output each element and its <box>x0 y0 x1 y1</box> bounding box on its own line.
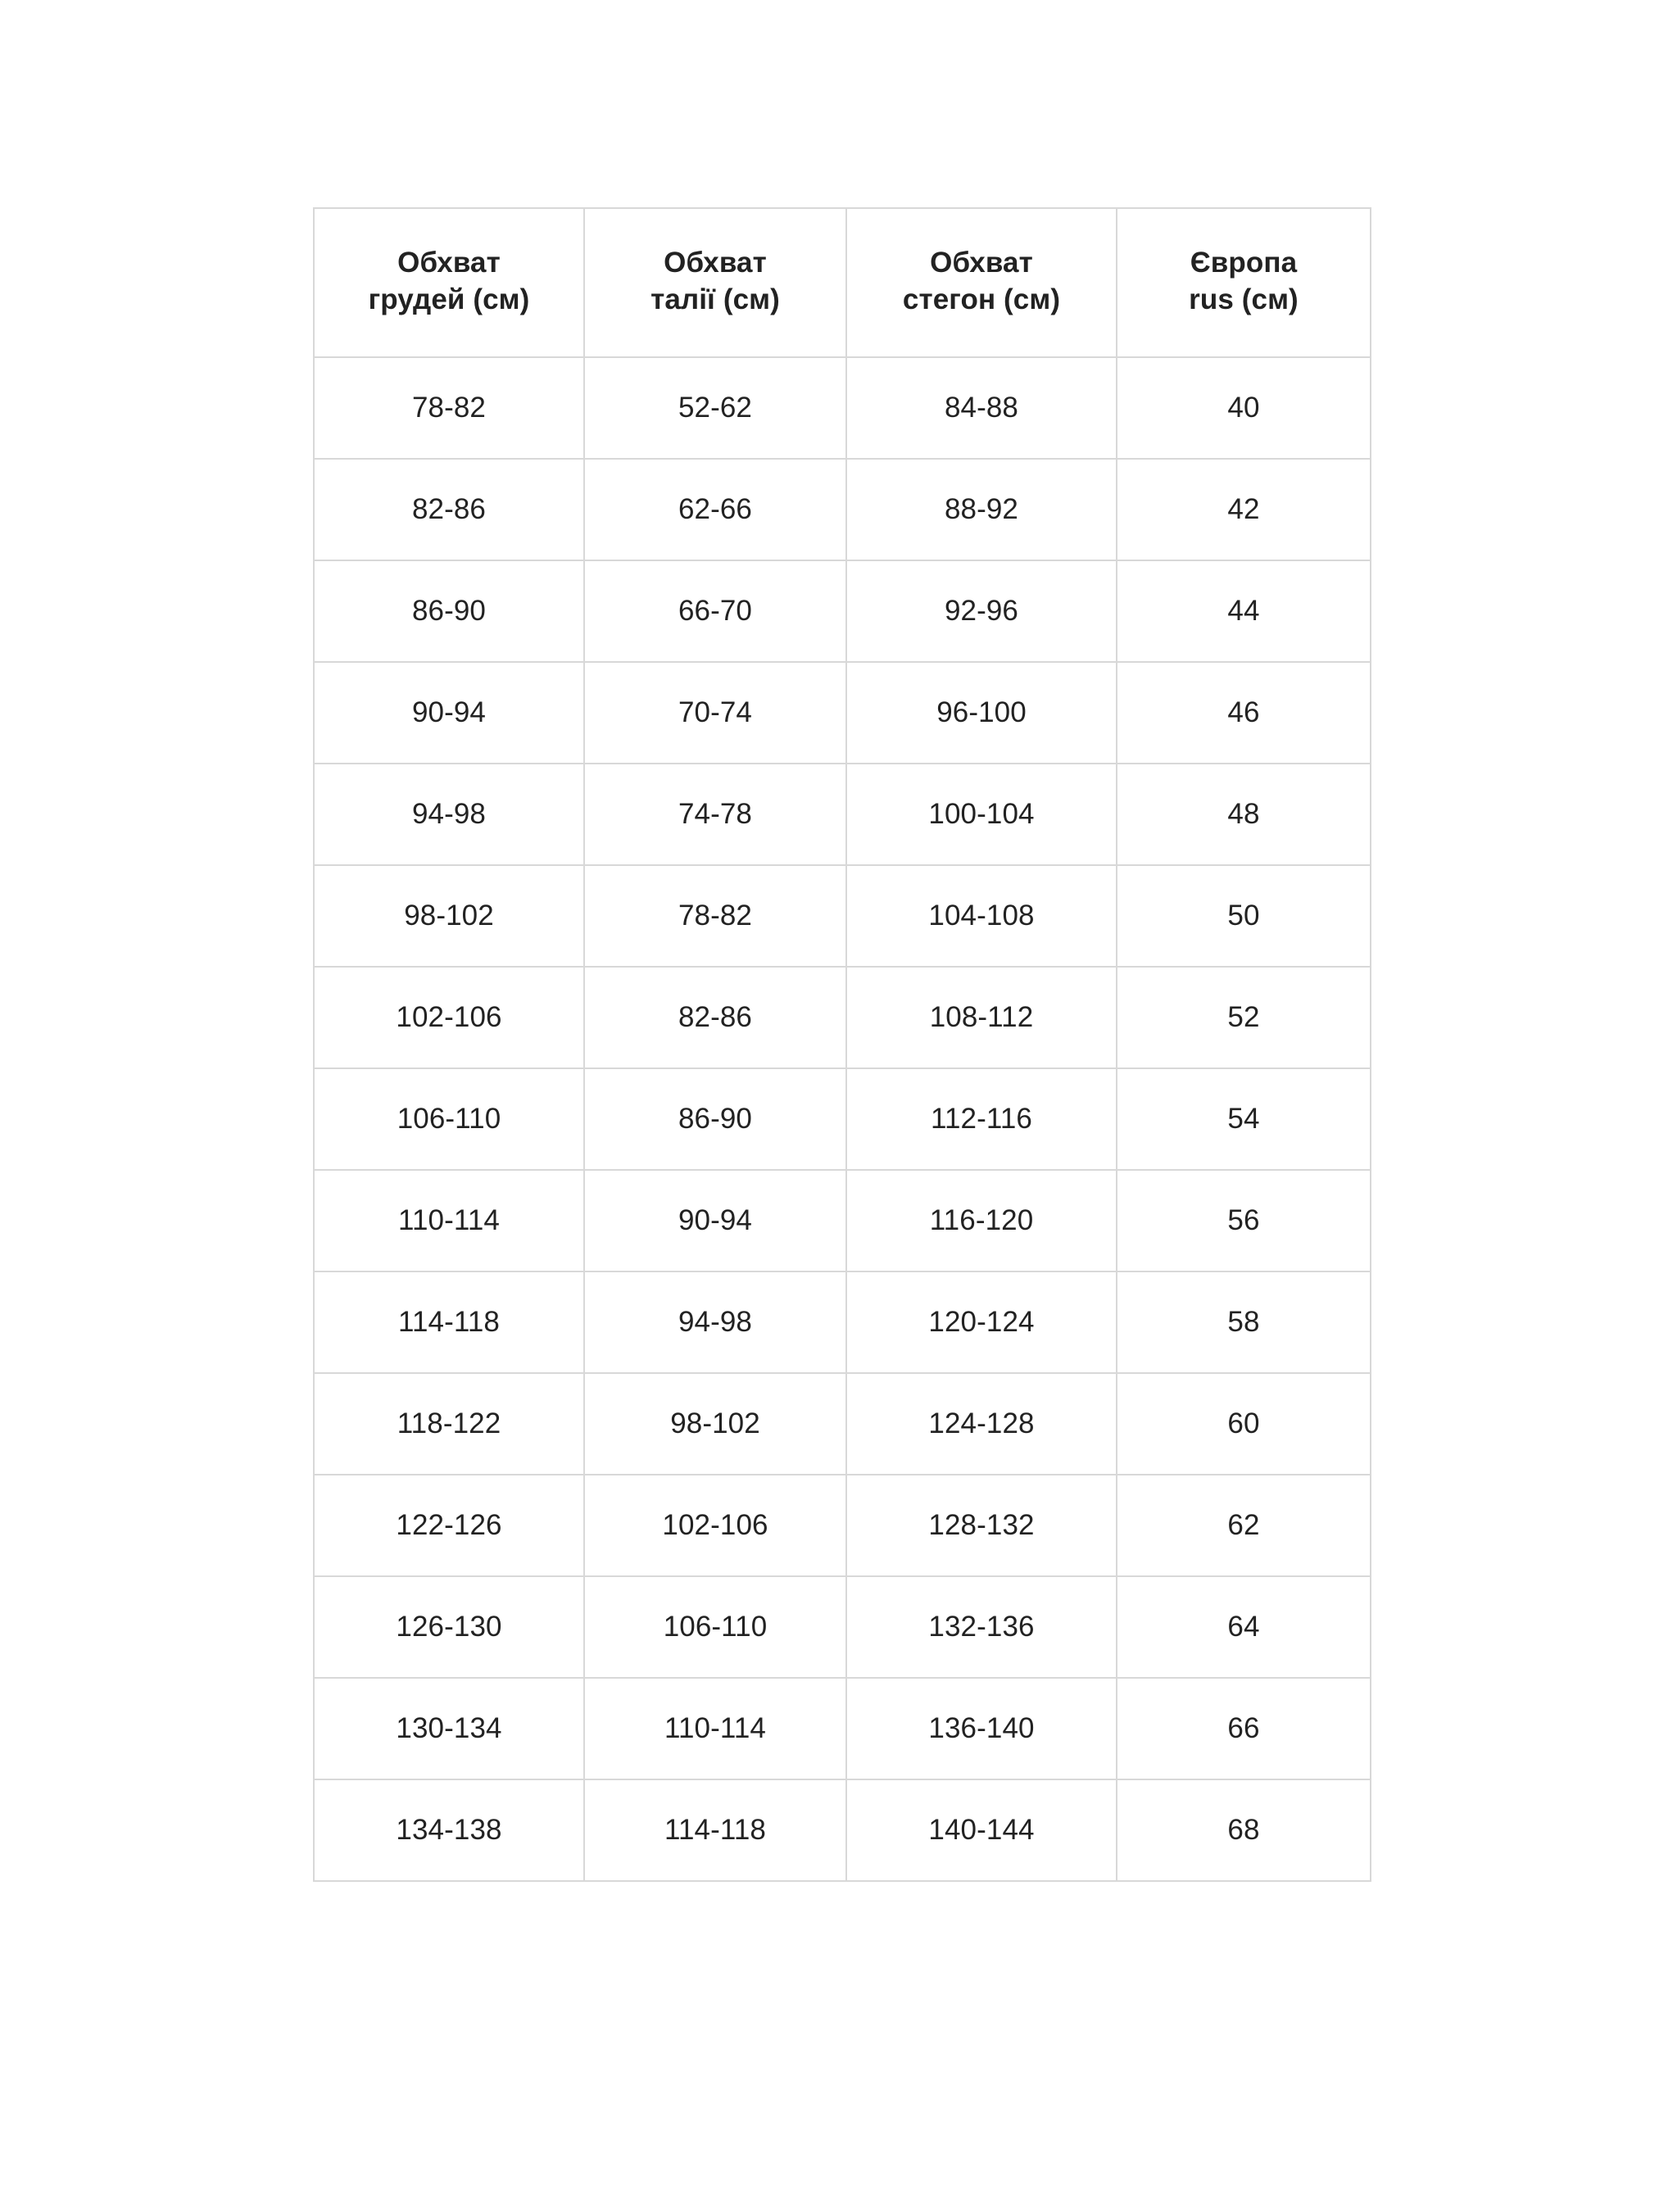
cell-waist: 70-74 <box>584 662 846 764</box>
cell-europe: 52 <box>1117 967 1371 1068</box>
cell-chest: 118-122 <box>314 1373 584 1475</box>
size-chart-table <box>313 207 1371 1882</box>
cell-chest: 78-82 <box>314 357 584 459</box>
table-row <box>314 1068 1371 1170</box>
cell-waist: 106-110 <box>584 1576 846 1678</box>
column-header-waist-line1: Обхват <box>664 247 767 279</box>
cell-europe: 46 <box>1117 662 1371 764</box>
column-header-hips-line2: стегон (см) <box>902 283 1061 315</box>
table-header <box>314 208 1371 357</box>
cell-hips: 84-88 <box>846 357 1117 459</box>
cell-waist: 52-62 <box>584 357 846 459</box>
cell-europe: 56 <box>1117 1170 1371 1271</box>
table-row <box>314 1373 1371 1475</box>
cell-chest: 94-98 <box>314 764 584 865</box>
cell-europe: 40 <box>1117 357 1371 459</box>
cell-waist: 62-66 <box>584 459 846 560</box>
cell-hips: 120-124 <box>846 1271 1117 1373</box>
column-header-hips <box>846 208 1117 357</box>
column-header-waist-line2: талії (см) <box>650 283 780 315</box>
cell-chest: 114-118 <box>314 1271 584 1373</box>
column-header-chest <box>314 208 584 357</box>
cell-europe: 68 <box>1117 1779 1371 1881</box>
cell-europe: 66 <box>1117 1678 1371 1779</box>
column-header-chest-line2: грудей (см) <box>368 283 530 315</box>
cell-europe: 60 <box>1117 1373 1371 1475</box>
table-header-row <box>314 208 1371 357</box>
cell-waist: 114-118 <box>584 1779 846 1881</box>
cell-europe: 50 <box>1117 865 1371 967</box>
cell-hips: 140-144 <box>846 1779 1117 1881</box>
cell-chest: 122-126 <box>314 1475 584 1576</box>
cell-europe: 58 <box>1117 1271 1371 1373</box>
cell-europe: 64 <box>1117 1576 1371 1678</box>
cell-europe: 48 <box>1117 764 1371 865</box>
cell-chest: 82-86 <box>314 459 584 560</box>
cell-hips: 132-136 <box>846 1576 1117 1678</box>
column-header-europe-line1: Європа <box>1190 247 1298 279</box>
column-header-waist <box>584 208 846 357</box>
table-row <box>314 967 1371 1068</box>
cell-chest: 126-130 <box>314 1576 584 1678</box>
cell-chest: 130-134 <box>314 1678 584 1779</box>
cell-hips: 116-120 <box>846 1170 1117 1271</box>
cell-waist: 110-114 <box>584 1678 846 1779</box>
cell-hips: 128-132 <box>846 1475 1117 1576</box>
table-row <box>314 1170 1371 1271</box>
cell-waist: 82-86 <box>584 967 846 1068</box>
table-row <box>314 1576 1371 1678</box>
cell-waist: 98-102 <box>584 1373 846 1475</box>
cell-waist: 66-70 <box>584 560 846 662</box>
cell-europe: 54 <box>1117 1068 1371 1170</box>
table-row <box>314 764 1371 865</box>
cell-hips: 124-128 <box>846 1373 1117 1475</box>
table-row <box>314 560 1371 662</box>
cell-chest: 102-106 <box>314 967 584 1068</box>
table-row <box>314 662 1371 764</box>
cell-chest: 106-110 <box>314 1068 584 1170</box>
table-row <box>314 459 1371 560</box>
table-row <box>314 1475 1371 1576</box>
cell-europe: 42 <box>1117 459 1371 560</box>
cell-hips: 104-108 <box>846 865 1117 967</box>
table-row <box>314 1271 1371 1373</box>
cell-waist: 74-78 <box>584 764 846 865</box>
cell-hips: 112-116 <box>846 1068 1117 1170</box>
cell-waist: 86-90 <box>584 1068 846 1170</box>
table-row <box>314 357 1371 459</box>
cell-waist: 78-82 <box>584 865 846 967</box>
cell-europe: 62 <box>1117 1475 1371 1576</box>
cell-chest: 86-90 <box>314 560 584 662</box>
cell-waist: 102-106 <box>584 1475 846 1576</box>
cell-hips: 96-100 <box>846 662 1117 764</box>
cell-chest: 110-114 <box>314 1170 584 1271</box>
cell-hips: 88-92 <box>846 459 1117 560</box>
size-chart-container <box>313 207 1370 1882</box>
column-header-chest-line1: Обхват <box>397 247 501 279</box>
cell-hips: 100-104 <box>846 764 1117 865</box>
cell-chest: 134-138 <box>314 1779 584 1881</box>
column-header-europe <box>1117 208 1371 357</box>
table-body <box>314 357 1371 1881</box>
cell-hips: 92-96 <box>846 560 1117 662</box>
table-row <box>314 865 1371 967</box>
cell-europe: 44 <box>1117 560 1371 662</box>
column-header-hips-line1: Обхват <box>930 247 1033 279</box>
cell-hips: 108-112 <box>846 967 1117 1068</box>
table-row <box>314 1678 1371 1779</box>
cell-hips: 136-140 <box>846 1678 1117 1779</box>
column-header-europe-line2: rus (см) <box>1189 283 1299 315</box>
cell-waist: 94-98 <box>584 1271 846 1373</box>
cell-waist: 90-94 <box>584 1170 846 1271</box>
cell-chest: 98-102 <box>314 865 584 967</box>
cell-chest: 90-94 <box>314 662 584 764</box>
table-row <box>314 1779 1371 1881</box>
